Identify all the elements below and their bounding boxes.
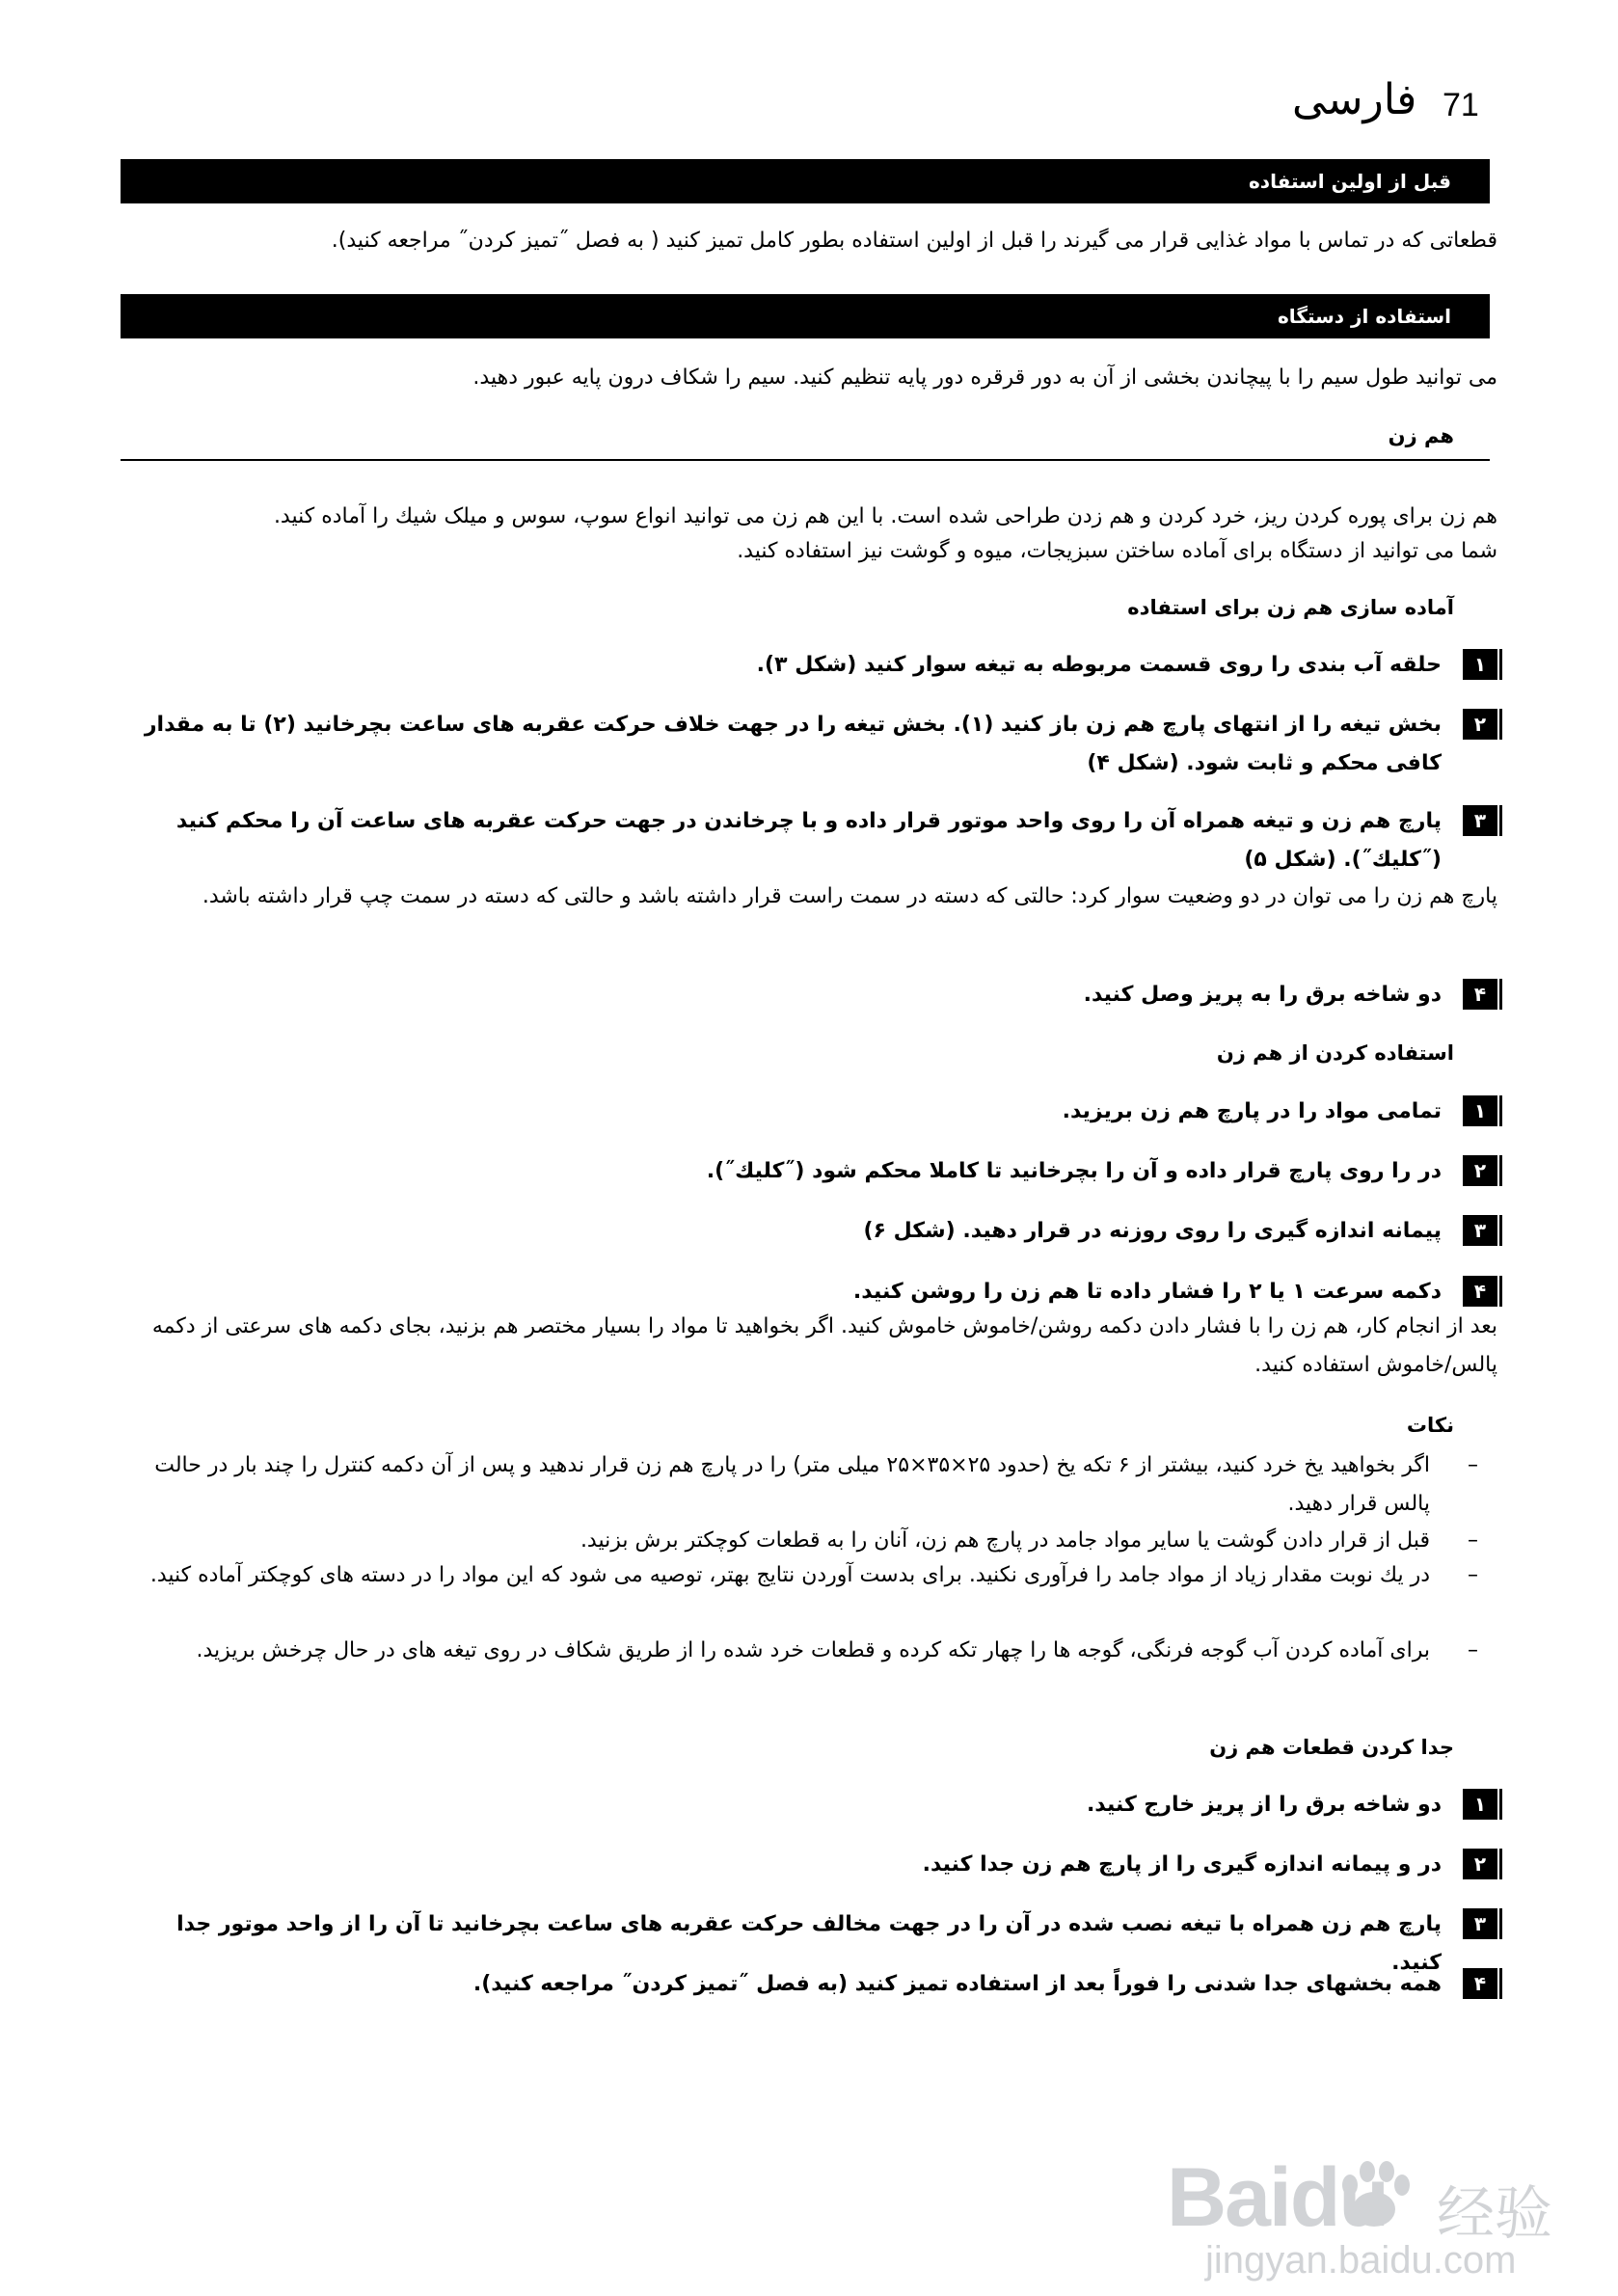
baidu-watermark: [1147, 2150, 1591, 2285]
step-number: ۱: [1463, 649, 1497, 680]
step-text: همه بخشهای جدا شدنی را فوراً بعد از استفاده تمیز کنید (به فصل ˝تمیز کردن˝ مراجعه کنید).: [472, 1972, 1442, 1996]
before-first-use-text: قطعاتی که در تماس با مواد غذایی قرار می گیرند را قبل از اولین استفاده بطور کامل تمیز کنید ( به فصل ˝تمیز کردن˝ مراجعه کنید).: [331, 229, 1497, 253]
prep-step: [128, 646, 1497, 685]
blender-intro-2: شما می توانید از دستگاه برای آماده ساختن سبزیجات، میوه و گوشت نیز استفاده کنید.: [737, 539, 1497, 563]
detach-step: [128, 1965, 1497, 2004]
step-text: دکمه سرعت ۱ یا ۲ را فشار داده تا هم زن را روشن کنید.: [852, 1280, 1442, 1304]
step-number: ۴: [1463, 1276, 1497, 1307]
tip-text: برای آماده كردن آب گوجه فرنگی، گوجه ها را چهار تكه كرده و قطعات خرد شده را از طریق شكاف در روی تیغه های در حال چرخش بریزید.: [196, 1638, 1430, 1662]
step-number: ۲: [1463, 1849, 1497, 1879]
step-text: دو شاخه برق را به پریز وصل کنید.: [1083, 983, 1442, 1007]
page-header: [1292, 75, 1495, 133]
tip-item: [128, 1632, 1497, 1670]
section-title: قبل از اولین استفاده: [1249, 170, 1451, 193]
watermark-brand: Baidu: [1167, 2151, 1388, 2244]
step-text: پارچ هم زن و تیغه همراه آن را روی واحد موتور قرار داده و با چرخاندن در جهت حرکت عقربه های ساعت آن را محكم كنید (˝كلیك˝). (شکل ۵): [175, 809, 1442, 872]
tip-item: [128, 1446, 1497, 1524]
use-step: [128, 1152, 1497, 1191]
tip-item: [128, 1556, 1497, 1595]
step-text: تمامی مواد را در پارچ هم زن بریزید.: [1062, 1099, 1442, 1123]
prep-step: [128, 976, 1497, 1014]
paw-icon: [1331, 2156, 1417, 2233]
use-step: [128, 1212, 1497, 1251]
dash-bullet: –: [1468, 1528, 1478, 1553]
step-text: در و پیمانه اندازه گیری را از پارچ هم زن جدا كنید.: [922, 1852, 1442, 1877]
prep-note: پارچ هم زن را می توان در دو وضعیت سوار کرد: حالتی که دسته در سمت راست قرار داشته باشد و حالتی که دسته در سمت چپ قرار داشته باشد.: [202, 884, 1497, 908]
step-number: ۴: [1463, 979, 1497, 1010]
step-number: ۱: [1463, 1095, 1497, 1126]
using-text: می توانید طول سیم را با پیچاندن بخشی از آن به دور قرقره دور پایه تنظیم کنید. سیم را شکاف درون پایه عبور دهید.: [472, 365, 1497, 390]
step-text: بخش تیغه را از انتهای پارچ هم زن باز کنید (۱). بخش تیغه را در جهت خلاف حرکت عقربه های ساعت بچرخانید (۲) تا به مقدار كافی محکم و ثابت شود. (شکل ۴): [144, 713, 1442, 775]
use-title: استفاده کردن از هم زن: [1216, 1041, 1454, 1065]
tip-item: [128, 1522, 1497, 1560]
section-bar-before-first-use: [121, 159, 1490, 203]
tips-title: نکات: [1406, 1414, 1454, 1437]
watermark-brand-cn: 经验: [1437, 2180, 1552, 2248]
step-number: ۲: [1463, 709, 1497, 740]
step-number: ۳: [1463, 1908, 1497, 1939]
step-number: ۳: [1463, 805, 1497, 836]
tip-text: در یك نوبت مقدار زیاد از مواد جامد را فرآوری نكنید. برای بدست آوردن نتایج بهتر، توصیه می شود كه این مواد را در دسته های كوچكتر آماده كنید.: [149, 1563, 1430, 1587]
dash-bullet: –: [1468, 1563, 1478, 1587]
page-number: 71: [1443, 87, 1479, 123]
step-text: حلقه آب بندی را روی قسمت مربوطه به تیغه سوار کنید (شکل ۳).: [756, 653, 1442, 677]
detach-step: [128, 1846, 1497, 1884]
step-text: دو شاخه برق را از پریز خارج کنید.: [1086, 1793, 1442, 1817]
step-number: ۱: [1463, 1789, 1497, 1820]
watermark-url: jingyan.baidu.com: [1205, 2239, 1517, 2282]
dash-bullet: –: [1468, 1638, 1478, 1662]
tip-text: اگر بخواهید یخ خرد کنید، بیشتر از ۶ تکه یخ (حدود ۲۵×۳۵×۲۵ میلی متر) را در پارچ هم زن قرار ندهید و پس از آن دكمه كنترل را چند بار در حالت پالس قرار دهید.: [154, 1453, 1430, 1516]
step-text: پیمانه اندازه گیری را روی روزنه در قرار دهید. (شکل ۶): [863, 1219, 1442, 1243]
use-step: [128, 1093, 1497, 1131]
step-text: در را روی پارچ قرار داده و آن را بچرخانید تا كاملا محكم شود (˝كلیك˝).: [706, 1159, 1442, 1183]
step-number: ۳: [1463, 1215, 1497, 1246]
step-text: پارچ هم زن همراه با تیغه نصب شده در آن را در جهت مخالف حرکت عقربه های ساعت بچرخانید تا آن را از واحد موتور جدا کنید.: [176, 1912, 1442, 1975]
prep-step: [128, 802, 1497, 879]
dash-bullet: –: [1468, 1453, 1478, 1477]
step-number: ۴: [1463, 1968, 1497, 1999]
use-note: بعد از انجام کار، هم زن را با فشار دادن دكمه روشن/خاموش خاموش کنید. اگر بخواهید تا مواد را بسیار مختصر هم بزنید، بجای دكمه های سرعتی از دكمه پالس/خاموش استفاده كنید.: [151, 1314, 1497, 1377]
step-number: ۲: [1463, 1155, 1497, 1186]
section-divider: [121, 459, 1490, 461]
use-step: [128, 1273, 1497, 1311]
prep-step: [128, 706, 1497, 783]
tip-text: قبل از قرار دادن گوشت یا سایر مواد جامد در پارچ هم زن، آنان را به قطعات كوچكتر برش بزنید.: [580, 1528, 1430, 1553]
detach-title: جدا کردن قطعات هم زن: [1209, 1736, 1454, 1759]
section-title: استفاده از دستگاه: [1278, 305, 1451, 328]
blender-intro-1: هم زن برای پوره کردن ریز، خرد کردن و هم زدن طراحی شده است. با این هم زن می توانید انواع سوپ، سوس و میلک شیك را آماده كنید.: [273, 504, 1497, 528]
section-bar-using: [121, 294, 1490, 338]
detach-step: [128, 1786, 1497, 1824]
prep-title: آماده سازی هم زن برای استفاده: [1127, 596, 1454, 619]
blender-title: هم زن: [1388, 424, 1454, 447]
language-label: فارسی: [1292, 75, 1417, 124]
